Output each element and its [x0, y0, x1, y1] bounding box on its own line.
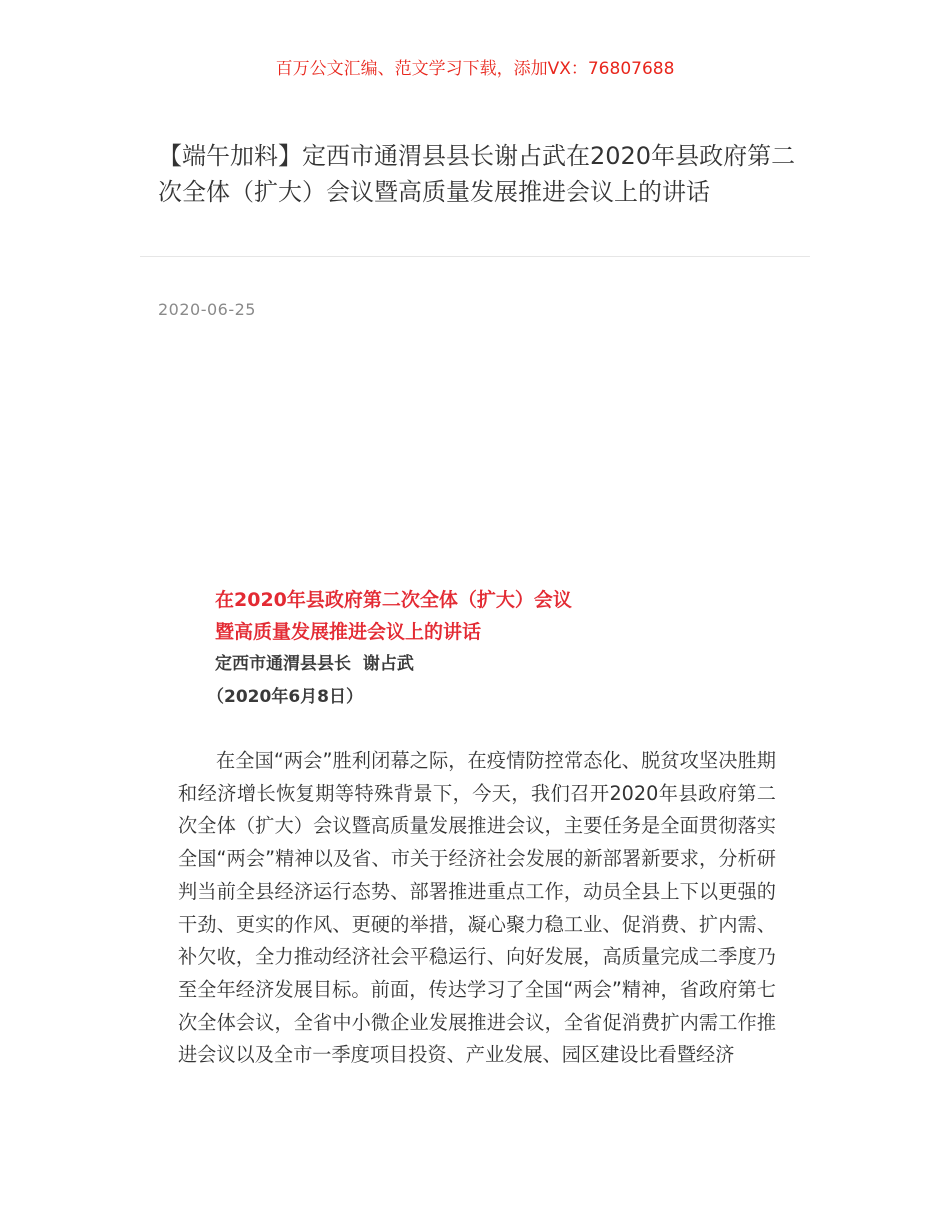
body-paragraph: 在全国“两会”胜利闭幕之际，在疫情防控常态化、脱贫攻坚决胜期和经济增长恢复期等特殊背景下，今天，我们召开2020年县政府第二次全体（扩大）会议暨高质量发展推进会议，主要任务是全面贯彻落实全国“两会”精神以及省、市关于经济社会发展的新部署新要求，分析研判当前全县经济运行态势、部署推进重点工作，动员全县上下以更强的干劲、更实的作风、更硬的举措，凝心聚力稳工业、促消费、扩内需、补欠收，全力推动经济社会平稳运行、向好发展，高质量完成二季度乃至全年经济发展目标。前面，传达学习了全国“两会”精神，省政府第七次全体会议，全省中小微企业发展推进会议，全省促消费扩内需工作推进会议以及全市一季度项目投资、产业发展、园区建设比看暨经济	[178, 749, 776, 1067]
title-divider	[140, 256, 810, 257]
article-title: 【端午加料】定西市通渭县县长谢占武在2020年县政府第二次全体（扩大）会议暨高质量发展推进会议上的讲话	[158, 142, 796, 206]
speech-speaker: 定西市通渭县县长 谢占武	[215, 654, 414, 674]
promo-banner: 百万公文汇编、范文学习下载，添加VX：76807688	[275, 59, 675, 79]
speech-title-line-1: 在2020年县政府第二次全体（扩大）会议	[215, 589, 572, 611]
speech-date: （2020年6月8日）	[207, 687, 363, 707]
publish-date: 2020-06-25	[158, 300, 256, 319]
speech-header	[207, 584, 775, 714]
speech-title-line-2: 暨高质量发展推进会议上的讲话	[215, 621, 482, 643]
